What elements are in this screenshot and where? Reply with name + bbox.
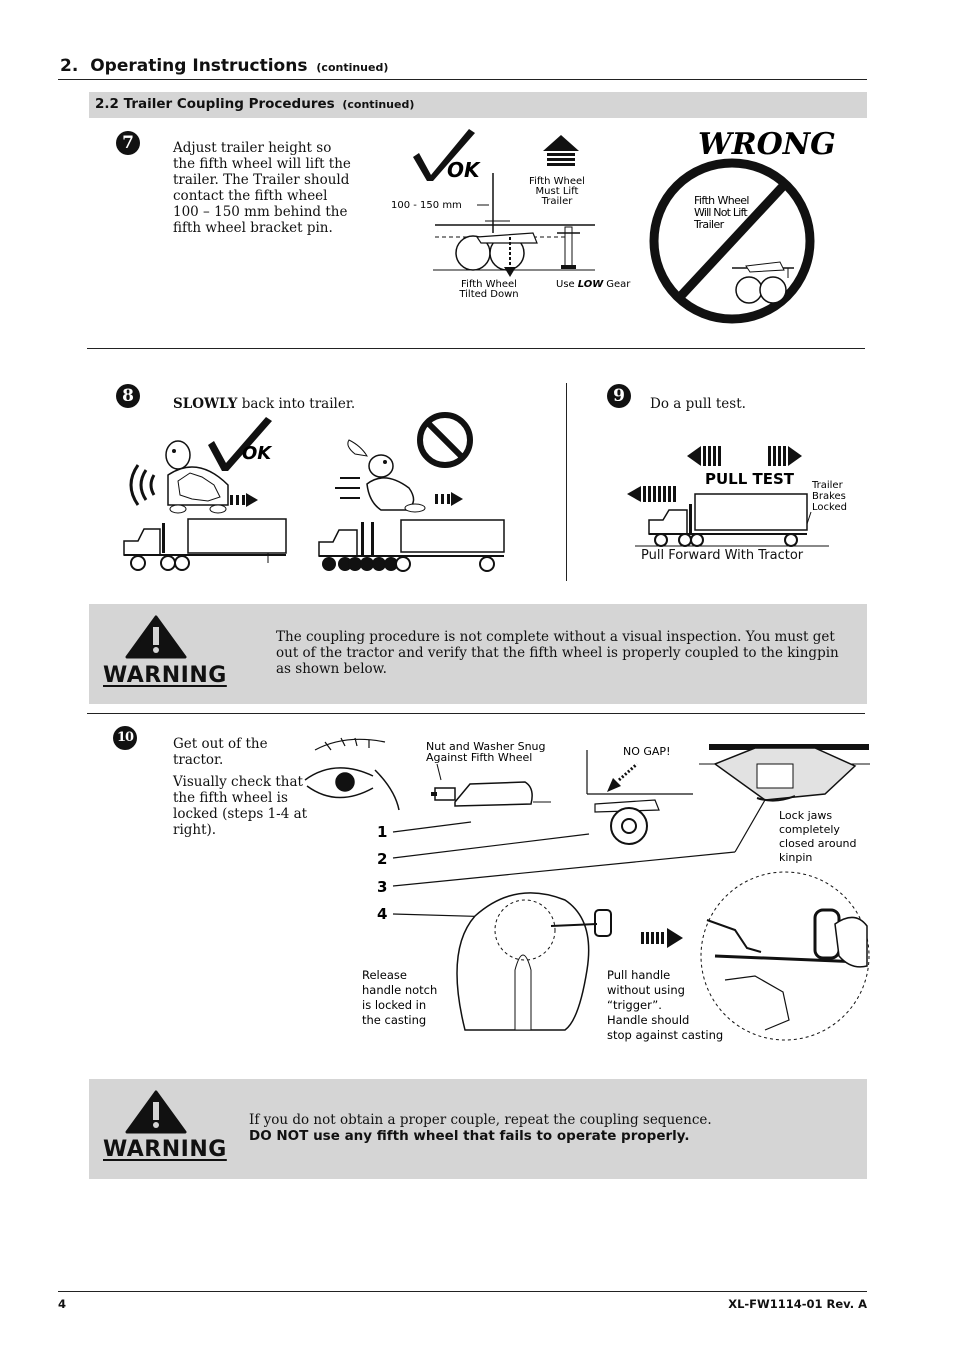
lift-arrow-icon: [543, 135, 579, 166]
page-number: 4: [58, 1297, 67, 1311]
ok-label: OK: [242, 443, 272, 464]
gap-label: 100 - 150 mm: [391, 200, 462, 211]
release-label-4: the casting: [362, 1013, 427, 1027]
wrong-label: WRONG: [698, 127, 836, 162]
check-number-4: 4: [377, 905, 388, 923]
pull-label-1: Pull handle: [607, 968, 671, 982]
eye-icon: [305, 738, 399, 810]
rabbit-icon: [348, 440, 425, 512]
jaws-label-2: completely: [779, 823, 840, 836]
step-7-text: Adjust trailer height so the fifth wheel will lift the trailer. The Trailer should contact the fifth wheel 100 – 150 mm behind the fifth wheel bracket pin.: [173, 140, 351, 236]
ok-label: OK: [447, 158, 480, 182]
step-8-slow-illustration: [118, 415, 298, 575]
trailer-box: [695, 494, 807, 530]
backing-arrow-icon: [435, 492, 463, 506]
warning-text-2: If you do not obtain a proper couple, repeat the coupling sequence.: [249, 1112, 712, 1128]
step-8-text-rest: back into trailer.: [237, 396, 356, 412]
wrong-note-1: Fifth Wheel: [694, 194, 749, 207]
check-number-1: 1: [377, 823, 388, 841]
divider-7-8: [87, 348, 865, 349]
section-title: Operating Instructions: [90, 56, 308, 76]
no-gap-arrow-icon: [607, 764, 637, 792]
subsection-heading: [95, 96, 414, 112]
document-id: XL-FW1114-01 Rev. A: [728, 1297, 867, 1311]
brakes-label-3: Locked: [812, 502, 847, 513]
pull-label-4: Handle should: [607, 1013, 690, 1027]
pull-label-3: “trigger”.: [607, 998, 662, 1012]
tilt-label-2: Tilted Down: [459, 289, 519, 300]
warning-bold-text-2: DO NOT use any fifth wheel that fails to operate properly.: [249, 1128, 690, 1144]
step-8-9-divider: [566, 383, 567, 581]
section-heading: [60, 56, 388, 76]
pull-test-label: PULL TEST: [705, 470, 795, 488]
nut-label-2: Against Fifth Wheel: [426, 751, 533, 764]
step-8-fast-illustration: [315, 410, 510, 575]
trailer-box: [401, 520, 504, 552]
step-7-ok-diagram: [385, 125, 640, 305]
step-7-number: 7: [116, 131, 140, 155]
header-rule: [58, 79, 867, 80]
step-10-text-1: Get out of the tractor.: [173, 736, 268, 768]
section-suffix: (continued): [316, 61, 389, 74]
release-label-1: Release: [362, 968, 407, 982]
subsection-title: 2.2 Trailer Coupling Procedures: [95, 96, 335, 112]
brakes-label-2: Brakes: [812, 491, 846, 502]
footer-rule: [58, 1291, 867, 1292]
warning-icon: [125, 1090, 187, 1134]
tractor-cab: [649, 510, 687, 534]
tractor-cab: [319, 530, 357, 556]
step-10-inspection-diagram: [295, 730, 870, 1050]
tractor-cab: [124, 529, 160, 555]
step-8-text-emph: SLOWLY: [173, 396, 238, 412]
right-arrow-icon: [768, 446, 802, 466]
check-number-2: 2: [377, 850, 388, 868]
pull-label-2: without using: [607, 983, 685, 997]
step-9-caption: Pull Forward With Tractor: [641, 548, 804, 563]
pull-forward-arrow-icon: [627, 486, 676, 502]
wrong-note-2: Will Not Lift: [694, 206, 747, 219]
trailer-box: [188, 519, 286, 553]
jaws-label-1: Lock jaws: [779, 809, 833, 822]
jaws-label-3: closed around: [779, 837, 857, 850]
nut-label-1: Nut and Washer Snug: [426, 740, 546, 753]
warning-icon: [125, 615, 187, 659]
release-label-2: handle notch: [362, 983, 438, 997]
divider-warning-10: [87, 713, 865, 714]
lift-label-3: Trailer: [541, 196, 573, 207]
step-9-number: 9: [607, 384, 631, 408]
warning-label-2: WARNING: [103, 1137, 227, 1162]
release-label-3: is locked in: [362, 998, 427, 1012]
step-10-number: 10: [113, 726, 137, 750]
section-number: 2.: [60, 56, 79, 76]
warning-text-1: The coupling procedure is not complete without a visual inspection. You must get out of the tractor and verify that the fifth wheel is properly coupled to the kingpin as shown below.: [276, 629, 839, 677]
step-7-wrong-diagram: [660, 122, 836, 328]
subsection-suffix: (continued): [342, 98, 415, 111]
step-10-text-2: Visually check that the fifth wheel is locked (steps 1-4 at right).: [173, 774, 308, 838]
left-arrow-icon: [687, 446, 721, 466]
lift-label-1: Fifth Wheel: [529, 176, 585, 187]
pull-label-5: stop against casting: [607, 1028, 724, 1042]
step-9-text: Do a pull test.: [650, 396, 746, 412]
no-gap-label: NO GAP!: [623, 745, 671, 758]
backing-arrow-icon: [230, 493, 258, 507]
tilt-label-1: Fifth Wheel: [461, 279, 517, 290]
jaws-label-4: kinpin: [779, 851, 813, 864]
lift-label-2: Must Lift: [535, 186, 579, 197]
gear-label: Use LOW Gear: [556, 279, 631, 290]
wrong-note-3: Trailer: [694, 218, 724, 231]
check-number-3: 3: [377, 878, 388, 896]
brakes-label-1: Trailer: [812, 480, 843, 491]
step-8-number: 8: [116, 384, 140, 408]
warning-label-1: WARNING: [103, 663, 227, 688]
pull-arrow-icon: [641, 928, 683, 948]
